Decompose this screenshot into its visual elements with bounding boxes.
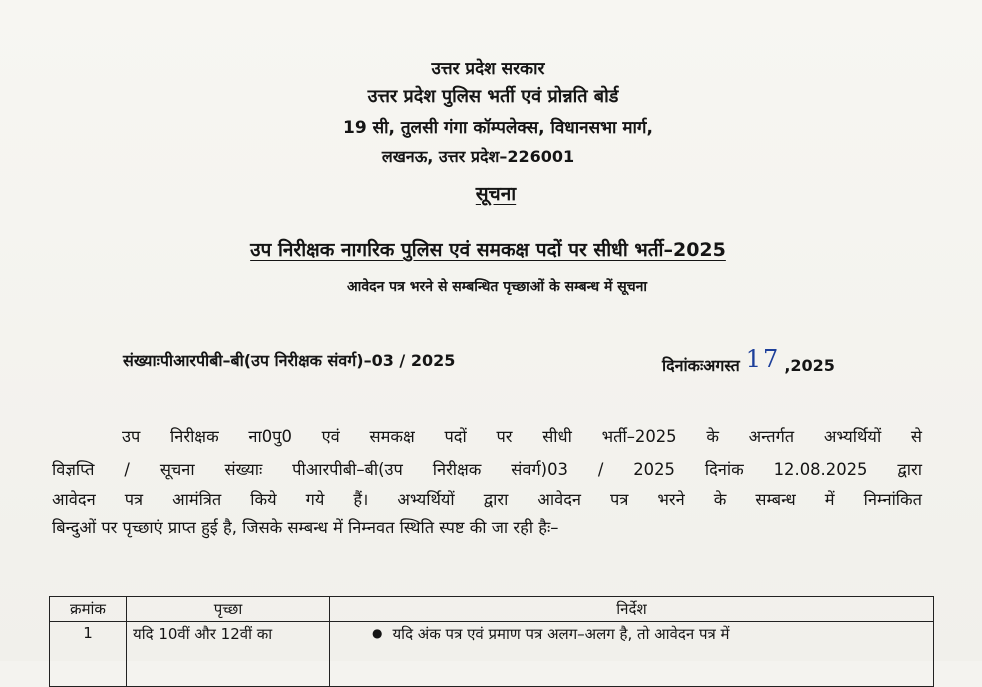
direction-bullet-item [336,624,927,644]
header-serial: क्रमांक [50,597,127,622]
reference-number: संख्याःपीआरपीबी–बी(उप निरीक्षक संवर्ग)–03 / 2025 [123,351,456,370]
notice-subject [0,236,979,262]
paragraph-line: विज्ञप्ति / सूचना संख्याः पीआरपीबी–बी(उप निरीक्षक संवर्ग)03 / 2025 दिनांक 12.08.2025 द्वारा [52,460,922,479]
government-name: उत्तर प्रदेश सरकार [431,59,545,79]
board-address: 19 सी, तुलसी गंगा कॉम्पलेक्स, विधानसभा मार्ग, [343,118,653,138]
date-year: ,2025 [784,356,835,375]
header-query: पृच्छा [127,597,330,622]
paragraph-line: आवेदन पत्र आमंत्रित किये गये हैं। अभ्यर्थियों द्वारा आवेदन पत्र भरने के सम्बन्ध में निम्नांकित [52,490,922,509]
notice-title [5,180,982,206]
cell-serial: 1 [50,622,127,687]
table-header-row [50,597,934,622]
reference-date [662,345,835,377]
notice-subject-text: उप निरीक्षक नागरिक पुलिस एवं समकक्ष पदों पर सीधी भर्ती–2025 [250,239,726,261]
date-label: दिनांकःअगस्त [662,356,740,375]
bullet-icon: ● [372,626,383,640]
direction-text: यदि अंक पत्र एवं प्रमाण पत्र अलग–अलग है, तो आवेदन पत्र में [392,625,730,643]
board-city: लखनऊ, उत्तर प्रदेश–226001 [381,147,575,166]
cell-query: यदि 10वीं और 12वीं का [127,622,330,687]
handwritten-date: 17 [745,345,781,373]
board-name: उत्तर प्रदेश पुलिस भर्ती एवं प्रोन्नति बोर्ड [367,86,619,107]
notice-title-text: सूचना [475,183,517,205]
query-table [49,596,934,687]
notice-subheading: आवेदन पत्र भरने से सम्बन्धित पृच्छाओं के सम्बन्ध में सूचना [347,279,647,295]
table-row [50,622,934,687]
header-direction: निर्देश [330,597,934,622]
paragraph-line: बिन्दुओं पर पृच्छाएं प्राप्त हुई है, जिसके सम्बन्ध में निम्नवत स्थिति स्पष्ट की जा रही हैः– [52,518,559,537]
paragraph-line: उप निरीक्षक ना0पु0 एवं समकक्ष पदों पर सीधी भर्ती–2025 के अन्तर्गत अभ्यर्थियों से [122,427,922,446]
cell-direction [330,622,934,687]
